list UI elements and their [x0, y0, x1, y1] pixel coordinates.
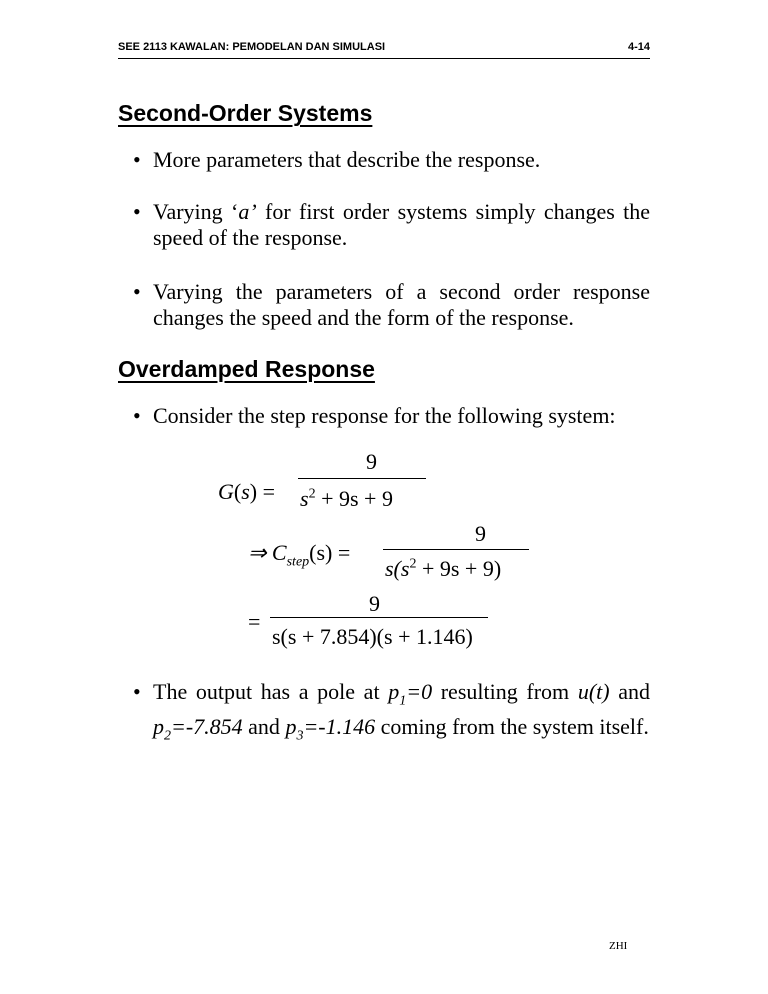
pole-p2-sub: 2: [164, 728, 171, 744]
bullet-text: [153, 199, 650, 251]
eq2-den-a: s(s: [385, 556, 410, 581]
author-initials: ZHI: [609, 940, 628, 952]
pole-p2-value: =-7.854: [171, 714, 243, 740]
pole-p2: p: [153, 714, 164, 740]
course-title: SEE 2113 KAWALAN: PEMODELAN DAN SIMULASI: [118, 41, 386, 53]
text-run: coming from the system itself.: [375, 714, 649, 740]
pole-p1-sub: 1: [399, 693, 407, 709]
eq1-numerator: 9: [366, 449, 377, 474]
eq3-numerator: 9: [369, 591, 380, 616]
bullet-text: Consider the step response for the following system:: [153, 403, 616, 428]
bullet-text: Varying the parameters of a second order response changes the speed and the form of the response.: [153, 279, 650, 330]
bullet-output-poles: [133, 679, 650, 750]
header-rule: [118, 58, 650, 59]
bullet-varying-parameters: [133, 279, 650, 331]
eq1-den-s: s: [300, 486, 309, 511]
eq2-sub-step: step: [286, 554, 310, 570]
bullet-varying-a: [133, 199, 650, 251]
text-run: resulting from: [432, 679, 578, 704]
eq1-denominator: [300, 486, 393, 512]
eq2-fraction-bar: [383, 549, 529, 550]
pole-p3-sub: 3: [296, 728, 304, 744]
bullet-dot: •: [133, 147, 141, 172]
eq2-den-b: + 9s + 9): [416, 556, 502, 581]
eq3-fraction-bar: [270, 617, 488, 618]
eq1-lhs: G(s) =: [218, 479, 276, 504]
eq3-denominator: s(s + 7.854)(s + 1.146): [272, 624, 473, 649]
eq2-lhs-rest: (s) =: [309, 540, 351, 565]
section-heading-second-order: Second-Order Systems: [118, 100, 373, 126]
page-header: [118, 41, 650, 55]
text-run: The output has a pole at: [153, 679, 389, 704]
text-run: and: [242, 714, 286, 740]
eq2-numerator: 9: [475, 521, 486, 546]
pole-p3: p: [285, 714, 297, 740]
bullet-dot: •: [133, 403, 141, 428]
eq1-fraction-bar: [298, 478, 426, 479]
pole-p3-value: =-1.146: [303, 714, 376, 740]
step-input-ut: u(t): [577, 679, 610, 704]
bullet-text: [153, 679, 650, 750]
variable-a: a’: [238, 199, 257, 224]
eq2-lhs: [248, 540, 350, 570]
eq2-den-exp: 2: [409, 556, 417, 572]
bullet-dot: •: [133, 279, 141, 304]
pole-p1: p: [388, 679, 400, 704]
eq2-c: ⇒ C: [248, 540, 287, 565]
eq1-den-rest: + 9s + 9: [315, 486, 393, 511]
eq2-denominator: [385, 556, 501, 582]
pole-p1-value: =0: [406, 679, 433, 704]
bullet-text: More parameters that describe the response.: [153, 147, 541, 172]
text-run: for first order systems simply changes the speed of the response.: [153, 199, 650, 250]
page-number: 4-14: [627, 41, 650, 53]
section-heading-overdamped: Overdamped Response: [118, 356, 375, 382]
eq1-den-exp: 2: [308, 486, 316, 502]
bullet-dot: •: [133, 679, 141, 704]
bullet-consider-step-response: [133, 403, 650, 429]
text-run: Varying ‘: [153, 199, 239, 224]
bullet-more-parameters: [133, 147, 650, 173]
text-run: and: [609, 679, 650, 704]
bullet-dot: •: [133, 199, 141, 224]
eq3-equals: =: [248, 609, 261, 634]
